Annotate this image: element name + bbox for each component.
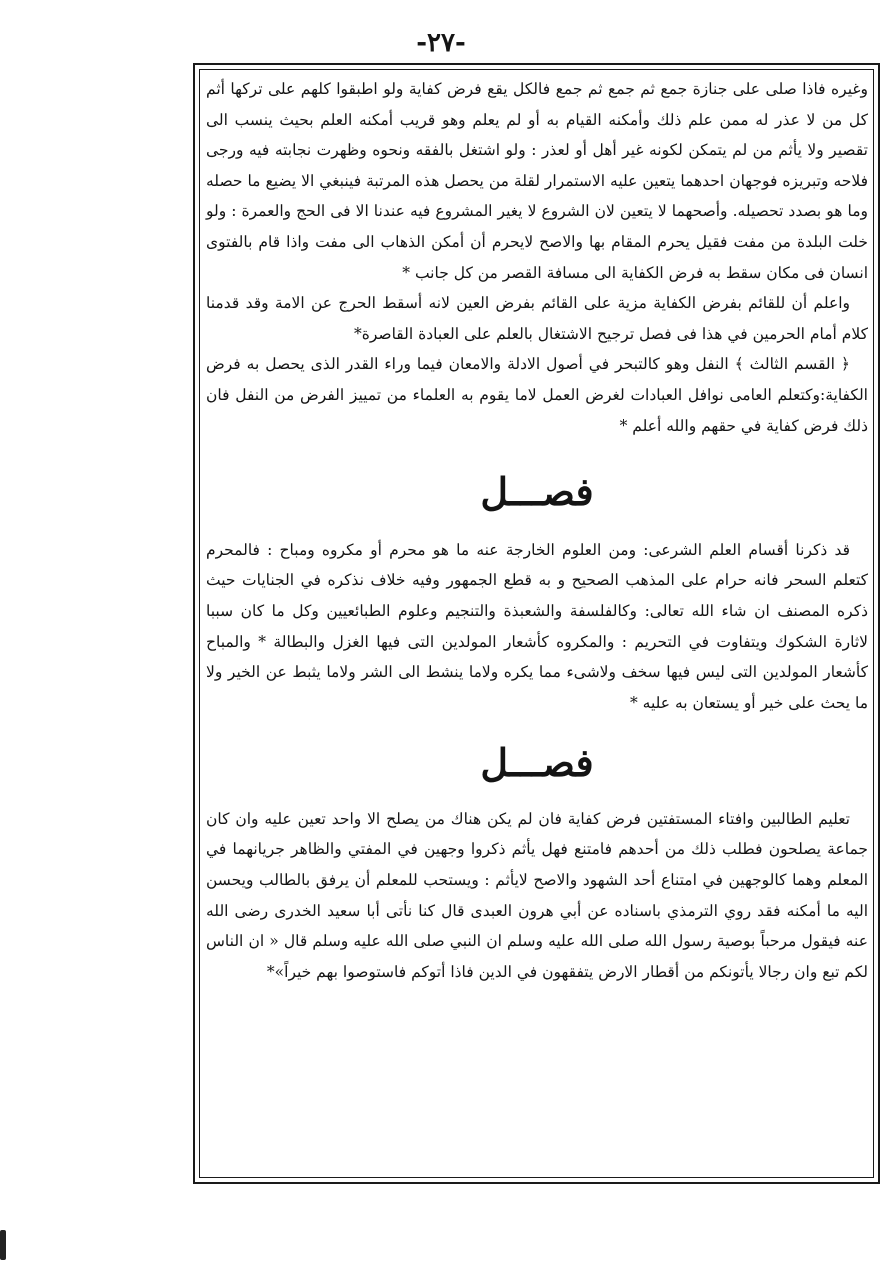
page-number: -٢٧- [416, 28, 466, 58]
scan-edge-mark [0, 1230, 6, 1260]
paragraph-sciences-outside: قد ذكرنا أقسام العلم الشرعى: ومن العلوم الخارجة عنه ما هو محرم أو مكروه ومباح : فالمحرم كتعلم السحر فانه حرام على المذهب الصحيح و به قطع الجمهور وفيه خلاف نذكره في الجنايات حيث ذكره المصنف ان شاء الله تعالى: وكالفلسفة والشعبذة والتنجيم وعلوم الطبائعيين وكل ما كان سببا لاثارة الشكوك ويتفاوت في التحريم : والمكروه كأشعار المولدين التى فيها الغزل والبطالة * والمباح كأشعار المولدين التى ليس فيها سخف ولاشىء مما يكره ولاما ينشط الى الشر ولاما يثبط عن الخير ولا ما يحث على خير أو يستعان به عليه * [206, 540, 868, 712]
page-text [206, 74, 868, 987]
paragraph-teaching-students: تعليم الطالبين وافتاء المستفتين فرض كفاية فان لم يكن هناك من يصلح الا واحد تعين عليه وان كان جماعة يصلحون فطلب ذلك من أحدهم فامتنع فهل يأثم ذكروا وجهين في المفتي والظاهر جريانهما في المعلم وهما كالوجهين في امتناع أحد الشهود والاصح لايأثم : ويستحب للمعلم أن يرفق بالطالب ويحسن اليه ما أمكنه فقد روي الترمذي باسناده عن أبي هرون العبدى قال كنا نأتى أبا سعيد الخدرى رضى الله عنه فيقول مرحباً بوصية رسول الله صلى الله عليه وسلم ان النبي صلى الله عليه وسلم قال « ان الناس لكم تبع وان رجالا يأتونكم من أقطار الارض يتفقهون في الدين فاذا أتوكم فاستوصوا بهم خيراً»* [206, 809, 868, 981]
section-heading: فصـــل [480, 740, 594, 786]
paragraph-third-section: ﴿ القسم الثالث ﴾ النفل وهو كالتبحر في أصول الادلة والامعان فيما وراء القدر الذى يحصل به فرض الكفاية:وكتعلم العامى نوافل العبادات لغرض العمل لاما يقوم به العلماء من تمييز الفرض من النفل فان ذلك فرض كفاية في حقهم والله أعلم * [206, 355, 868, 435]
paragraph-merit-of-kifaya: واعلم أن للقائم بفرض الكفاية مزية على القائم بفرض العين لانه أسقط الحرج عن الامة وقد قدمنا كلام أمام الحرمين في هذا فى فصل ترجيح الاشتغال بالعلم على العبادة القاصرة* [206, 294, 868, 343]
paragraph-fard-kifaya: وغيره فاذا صلى على جنازة جمع ثم جمع ثم جمع فالكل يقع فرض كفاية ولو اطبقوا كلهم على تركها أثم كل من لا عذر له ممن علم ذلك وأمكنه القيام به أو لم يعلم وهو قريب أمكنه العلم بحيث ينسب الى تقصير ولا يأثم من لم يتمكن لكونه غير أهل أو لعذر : ولو اشتغل بالفقه ونحوه وظهرت نجابته فيه ورجى فلاحه وتبريزه فوجهان احدهما يتعين عليه الاستمرار لقلة من يحصل هذه المرتبة فينبغي الا يضيع ما حصله وما هو بصدد تحصيله. وأصحهما لا يتعين لان الشروع لا يغير المشروع فيه عندنا الا فى الحج والعمرة : ولو خلت البلدة من مفت فقيل يحرم المقام بها والاصح لايحرم أن أمكن الذهاب الى مفت واذا قام بالفتوى انسان فى مكان سقط به فرض الكفاية الى مسافة القصر من كل جانب * [206, 80, 868, 282]
section-heading: فصـــل [480, 469, 594, 515]
